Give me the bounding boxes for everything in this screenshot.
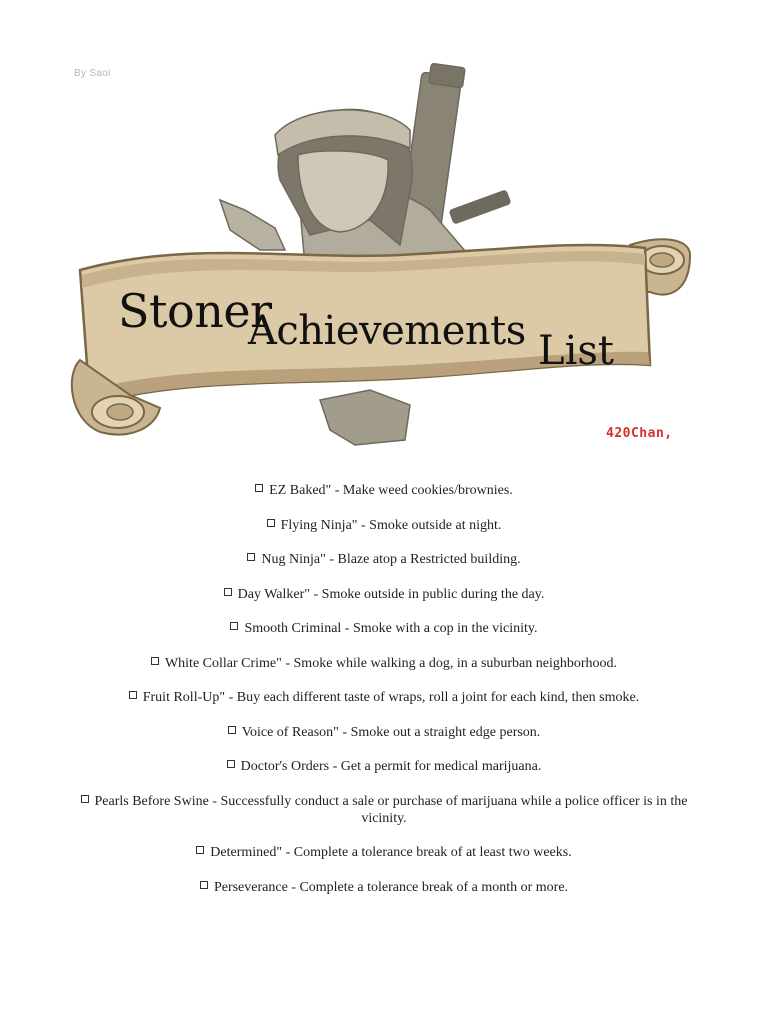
checkbox-icon bbox=[247, 553, 255, 561]
checkbox-icon bbox=[224, 588, 232, 596]
achievement-text: Voice of Reason" - Smoke out a straight edge person. bbox=[241, 724, 541, 740]
achievement-text: Pearls Before Swine - Successfully conduct a sale or purchase of marijuana while a police officer is in the vicinity. bbox=[94, 793, 688, 826]
list-item bbox=[70, 724, 698, 741]
achievement-text: Day Walker" - Smoke outside in public during the day. bbox=[237, 586, 545, 602]
achievements-list bbox=[70, 482, 698, 913]
list-item bbox=[70, 793, 698, 827]
achievement-text: Perseverance - Complete a tolerance break of a month or more. bbox=[213, 879, 569, 895]
checkbox-icon bbox=[230, 622, 238, 630]
title-banner-illustration bbox=[70, 60, 700, 455]
list-item bbox=[70, 586, 698, 603]
list-item bbox=[70, 879, 698, 896]
list-item bbox=[70, 620, 698, 637]
list-item bbox=[70, 758, 698, 775]
list-item bbox=[70, 844, 698, 861]
achievement-text: Determined" - Complete a tolerance break of at least two weeks. bbox=[210, 845, 572, 860]
list-item bbox=[70, 551, 698, 568]
checkbox-icon bbox=[227, 760, 235, 768]
achievement-text: Fruit Roll-Up" - Buy each different taste of wraps, roll a joint for each kind, then smoke. bbox=[142, 690, 640, 705]
checkbox-icon bbox=[129, 691, 137, 699]
achievement-text: Flying Ninja" - Smoke outside at night. bbox=[280, 517, 502, 533]
checkbox-icon bbox=[255, 484, 263, 492]
achievement-text: EZ Baked" - Make weed cookies/brownies. bbox=[269, 483, 513, 498]
checkbox-icon bbox=[151, 657, 159, 665]
list-item bbox=[70, 655, 698, 672]
banner-title-word-3: List bbox=[538, 328, 614, 374]
checkbox-icon bbox=[228, 726, 236, 734]
achievement-text: Nug Ninja" - Blaze atop a Restricted building. bbox=[261, 552, 521, 567]
achievement-text: Smooth Criminal - Smoke with a cop in the vicinity. bbox=[244, 621, 538, 636]
banner-title-word-1: Stoner bbox=[118, 284, 272, 338]
checkbox-icon bbox=[196, 846, 204, 854]
author-byline: By Saoi bbox=[74, 68, 111, 79]
list-item bbox=[70, 689, 698, 706]
checkbox-icon bbox=[81, 795, 89, 803]
banner-title-word-2: Achievements bbox=[248, 308, 526, 354]
achievement-text: Doctor's Orders - Get a permit for medical marijuana. bbox=[240, 759, 542, 774]
checkbox-icon bbox=[200, 881, 208, 889]
achievement-text: White Collar Crime" - Smoke while walking a dog, in a suburban neighborhood. bbox=[164, 655, 618, 671]
list-item bbox=[70, 517, 698, 534]
scroll-banner-graphic bbox=[70, 60, 700, 455]
checkbox-icon bbox=[267, 519, 275, 527]
list-item bbox=[70, 482, 698, 499]
site-watermark: 420Chan, bbox=[606, 426, 673, 441]
